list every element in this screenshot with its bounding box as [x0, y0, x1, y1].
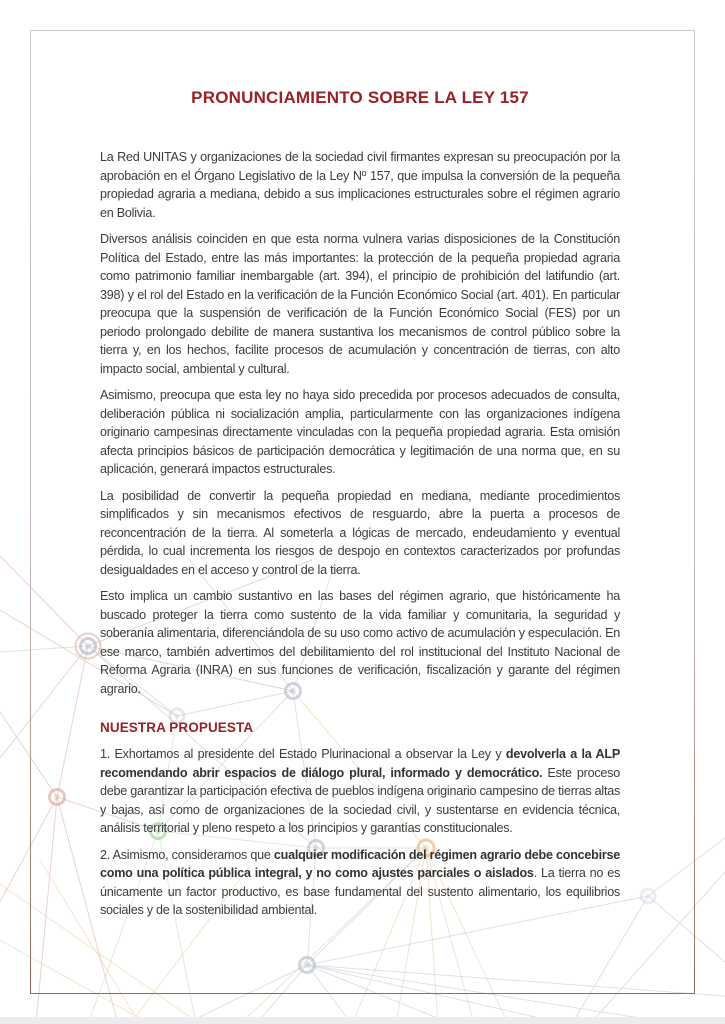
intro-paragraph-5	[100, 587, 620, 698]
paragraph-text: La Red UNITAS y organizaciones de la sociedad civil firmantes expresan su preocupación por la aprobación en el Órgano Legislativo de la Ley Nº 157, que impulsa la conversión de la pequeña propiedad agraria a mediana, debido a sus implicaciones estructurales sobre el régimen agrario en Bolivia.	[100, 150, 620, 220]
paragraph-text: Asimismo, preocupa que esta ley no haya sido precedida por procesos adecuados de consulta, deliberación pública ni socialización amplia, particularmente con las organizaciones indígena originario campesinas directamente vinculadas con la pequeña propiedad agraria. Esta omisión afecta principios básicos de participación democrática y legitimación de una norma que, en su aplicación, generará impactos estructurales.	[100, 388, 620, 477]
paragraph-text: Esto implica un cambio sustantivo en las bases del régimen agrario, que históricamente ha buscado proteger la tierra como sustento de la vida familiar y comunitaria, la seguridad y soberanía alimentaria, diferenciándola de su uso como activo de acumulación y especulación. En ese marco, también advertimos del debilitamiento del rol institucional del Instituto Nacional de Reforma Agraria (INRA) en sus funciones de verificación, fiscalización y garante del régimen agrario.	[100, 589, 620, 696]
paragraph-bold-text: cualquier modificación del régimen agrario debe concebirse como una política pública integral, y no como ajustes parciales o aislados	[100, 847, 620, 881]
intro-paragraph-2	[100, 230, 620, 378]
paragraph-text: Este proceso debe garantizar la participación efectiva de pueblos indígena originario campesino de tierras altas y bajas, así como de organizaciones de la sociedad civil, y sustentarse en evidencia técnica, análisis territorial y pleno respeto a los principios y garantías constitucionales.	[100, 765, 620, 836]
paragraph-text: 2. Asimismo, consideramos que	[100, 847, 274, 862]
paragraph-text: Diversos análisis coinciden en que esta norma vulnera varias disposiciones de la Constitución Política del Estado, entre las más importantes: la protección de la pequeña propiedad agraria como patrimonio familiar inembargable (art. 394), el principio de prohibición del latifundio (art. 398) y el rol del Estado en la verificación de la Función Económico Social (art. 401). En particular preocupa que la suspensión de verificación de la Función Económico Social (FES) por un periodo prolongado debilite de manera sustantiva los mecanismos de control público sobre la tierra y, en los hechos, facilite procesos de acumulación y concentración de tierras, con alto impacto social, ambiental y cultural.	[100, 232, 620, 376]
document-title: PRONUNCIAMIENTO SOBRE LA LEY 157	[191, 88, 529, 107]
proposal-item-2	[100, 846, 620, 920]
section-heading-nuestra-propuesta: NUESTRA PROPUESTA	[100, 720, 254, 736]
paragraph-bold-text: devolverla a la ALP recomendando abrir espacios de diálogo plural, informado y democrático.	[100, 747, 620, 780]
intro-paragraph-4	[100, 487, 620, 580]
paragraph-text: 1. Exhortamos al presidente del Estado Plurinacional a observar la Ley y	[100, 747, 506, 762]
proposal-item-1	[100, 745, 620, 838]
page-bottom-edge	[0, 1017, 725, 1024]
paragraph-text: . La tierra no es únicamente un factor productivo, es base fundamental del sustento alimentario, los equilibrios sociales y de la sostenibilidad ambiental.	[100, 866, 621, 918]
intro-paragraph-3	[100, 386, 620, 479]
paragraph-text: La posibilidad de convertir la pequeña propiedad en mediana, mediante procedimientos simplificados y sin mecanismos efectivos de resguardo, abre la puerta a procesos de reconcentración de la tierra. Al someterla a lógicas de mercado, endeudamiento y eventual pérdida, lo cual incrementa los riesgos de despojo en contextos caracterizados por profundas desigualdades en el acceso y control de la tierra.	[100, 488, 620, 577]
intro-paragraph-1	[100, 148, 620, 222]
